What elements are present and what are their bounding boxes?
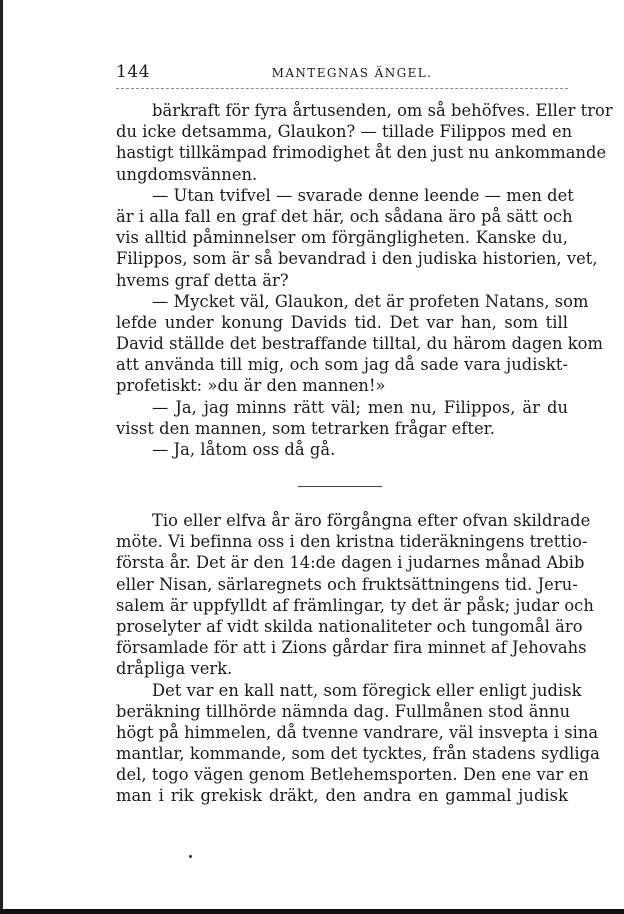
text-line: proselyter af vidt skilda nationaliteter och tungomål äro <box>116 616 583 636</box>
text-line: visst den mannen, som tetrarken frågar efter. <box>116 418 495 438</box>
header-rule <box>116 88 568 89</box>
running-head <box>116 62 568 84</box>
text-line: del, togo vägen genom Betlehemsporten. Den ene var en <box>116 765 589 785</box>
text-line: första år. Det är den 14:de dagen i judarnes månad Abib <box>116 553 585 573</box>
text-line: högt på himmelen, då tvenne vandrare, väl insvepta i sina <box>116 722 599 742</box>
text-line: salem är uppfylldt af främlingar, ty det är påsk; judar och <box>116 595 594 615</box>
text-line: — Utan tvifvel — svarade denne leende — men det <box>152 185 574 205</box>
text-line: församlade för att i Zions gårdar fira minnet af Jehovahs <box>116 638 587 658</box>
text-line: man i rik grekisk dräkt, den andra en gammal judisk <box>116 786 568 806</box>
text-line: du icke detsamma, Glaukon? — tillade Filippos med en <box>116 122 573 142</box>
paragraph <box>116 291 604 397</box>
text-line: Filippos, som är så bevandrad i den judiska historien, vet, <box>116 249 598 269</box>
bottom-text-block <box>116 510 600 807</box>
text-line: — Ja, låtom oss då gå. <box>152 440 336 459</box>
section-divider <box>298 486 382 487</box>
text-line: profetiskt: »du är den mannen!» <box>116 376 386 396</box>
text-line: eller Nisan, särlaregnets och fruktsättningens tid. Jeru- <box>116 574 578 594</box>
scan-left-edge <box>0 0 3 914</box>
top-text-block <box>116 100 613 460</box>
text-line: hastigt tillkämpad frimodighet åt den just nu ankommande <box>116 143 607 163</box>
text-line: mantlar, kommande, som det tycktes, från stadens sydliga <box>116 744 600 764</box>
text-line: ungdomsvännen. <box>116 164 258 184</box>
text-line: dråpliga verk. <box>116 659 233 679</box>
paragraph <box>116 680 600 807</box>
page-header-title: MANTEGNAS ÄNGEL. <box>271 66 433 80</box>
paragraph <box>116 397 568 439</box>
text-line: bärkraft för fyra årtusenden, om så behöfves. Eller tror <box>152 101 613 120</box>
paragraph <box>116 185 598 291</box>
paragraph <box>116 100 613 185</box>
text-line: — Mycket väl, Glaukon, det är profeten Natans, som <box>152 291 589 311</box>
text-line: möte. Vi befinna oss i den kristna tideräkningens trettio- <box>116 532 588 552</box>
text-line: vis alltid påminnelser om förgängligheten. Kanske du, <box>116 228 568 248</box>
paragraph <box>116 510 594 680</box>
paragraph <box>116 439 568 460</box>
text-line: Det var en kall natt, som föregick eller enligt judisk <box>152 680 582 700</box>
text-line: är i alla fall en graf det här, och sådana äro på sätt och <box>116 206 573 226</box>
text-line: att använda till mig, och som jag då sade vara judiskt- <box>116 355 568 375</box>
scan-bottom-edge <box>0 909 624 914</box>
ink-speck <box>189 855 192 858</box>
page-number: 144 <box>116 62 150 82</box>
text-line: beräkning tillhörde nämnda dag. Fullmånen stod ännu <box>116 701 571 721</box>
text-line: lefde under konung Davids tid. Det var han, som till <box>116 312 568 332</box>
text-line: Tio eller elfva år äro förgångna efter ofvan skildrade <box>152 511 591 530</box>
text-line: David ställde det bestraffande tilltal, du härom dagen kom <box>116 334 604 354</box>
text-line: — Ja, jag minns rätt väl; men nu, Filippos, är du <box>152 397 568 417</box>
text-line: hvems graf detta är? <box>116 270 289 290</box>
